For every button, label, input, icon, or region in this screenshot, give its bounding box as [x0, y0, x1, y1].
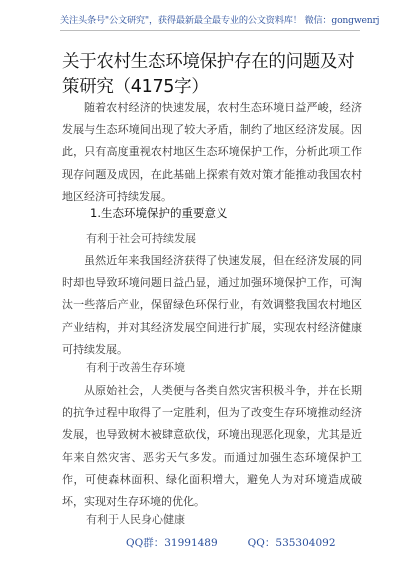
paragraph-sustainable-development: 虽然近年来我国经济获得了快速发展，但在经济发展的同时却也导致环境问题日益凸显，通过加强环境保护工作，可淘汰一些落后产业，保留绿色环保行业，有效调整我国农村地区产业结构，并对其经济发展空间进行扩展，实现农村经济健康可持续发展。 — [62, 254, 362, 356]
paragraph-living-environment: 从原始社会，人类便与各类自然灾害积极斗争，并在长期的抗争过程中取得了一定胜利，但为了改变生存环境推动经济发展，也导致树木被肆意砍伐，环境出现恶化现象，尤其是近年来自然灾害、恶劣天气多发。而通过加强生态环境保护工作，可使森林面积、绿化面积增大，避免人为对环境造成破坏，实现对生存环境的优化。 — [62, 384, 362, 509]
intro-paragraph: 随着农村经济的快速发展，农村生态环境日益严峻，经济发展与生态环境间出现了较大矛盾，制约了地区经济发展。因此，只有高度重视农村地区生态环境保护工作，分析此项工作现存问题及成因，在此基础上探索有效对策才能推动我国农村地区经济可持续发展。 — [62, 101, 362, 203]
subheading-health: 有利于人民身心健康 — [86, 513, 185, 526]
document-title: 关于农村生态环境保护存在的问题及对策研究（4175字） — [62, 52, 355, 97]
page-header: 关注头条号"公文研究"，获得最新最全最专业的公文资料库！ 微信：gongwenrj — [60, 12, 360, 31]
page-footer — [126, 535, 336, 550]
footer-qq-group: QQ群：31991489 — [126, 537, 218, 549]
section-heading: 1.生态环境保护的重要意义 — [90, 206, 228, 220]
footer-qq: QQ：535304092 — [247, 537, 336, 549]
subheading-sustainable-development: 有利于社会可持续发展 — [86, 232, 196, 245]
subheading-living-environment: 有利于改善生存环境 — [86, 361, 185, 374]
